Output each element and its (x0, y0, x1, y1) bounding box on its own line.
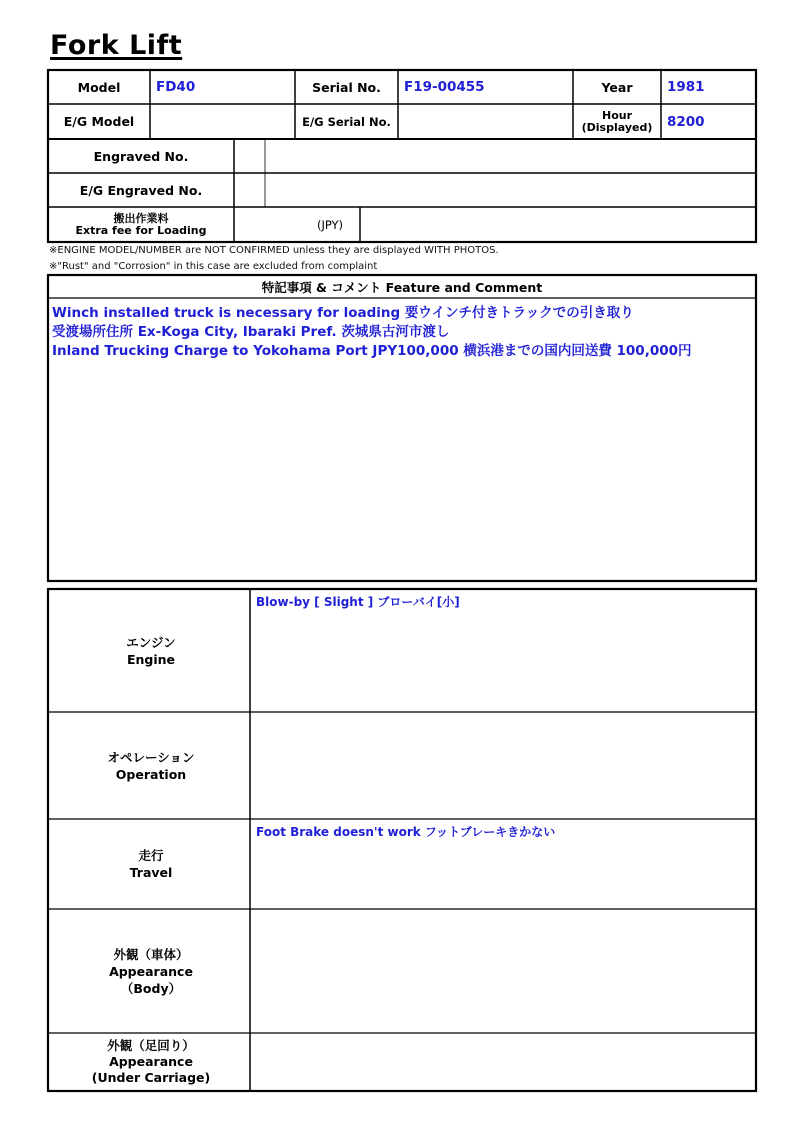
extra-fee-unit: (JPY) (316, 217, 344, 232)
section-operation-jp: オペレーション (107, 749, 195, 765)
note-engine-confirmation: ※ENGINE MODEL/NUMBER are NOT CONFIRMED unless they are displayed WITH PHOTOS. (49, 245, 499, 256)
section-appearance-body-jp: 外観（車体） (113, 946, 189, 962)
section-travel-en: Travel (129, 865, 173, 880)
section-appearance-under-en: Appearance (109, 1054, 193, 1069)
serial-value: F19-00455 (404, 79, 485, 95)
section-appearance-under-label (52, 1033, 250, 1091)
section-operation-label (52, 712, 250, 819)
section-engine-value: Blow-by [ Slight ] ブローバイ[小] (256, 595, 460, 609)
note-rust-corrosion: ※"Rust" and "Corrosion" in this case are excluded from complaint (49, 261, 378, 272)
model-value: FD40 (156, 79, 196, 95)
comment-line: Inland Trucking Charge to Yokohama Port JPY100,000 横浜港までの国内回送費 100,000円 (52, 343, 692, 359)
model-label: Model (77, 79, 121, 95)
section-appearance-under-en2: (Under Carriage) (91, 1070, 211, 1085)
hour-value: 8200 (667, 113, 705, 130)
section-operation-en: Operation (115, 766, 187, 782)
section-engine-label (52, 589, 250, 712)
page-title: Fork Lift (50, 30, 183, 61)
year-value: 1981 (667, 79, 705, 95)
section-engine-en: Engine (126, 651, 176, 667)
section-travel-label (52, 819, 250, 909)
extra-fee-label-en: Extra fee for Loading (75, 223, 207, 237)
section-appearance-under-jp: 外観（足回り） (107, 1038, 195, 1053)
year-label: Year (601, 79, 633, 95)
comment-line: 受渡場所住所 Ex-Koga City, Ibaraki Pref. 茨城県古河市渡し (52, 324, 450, 340)
extra-fee-label-jp: 搬出作業料 (113, 211, 169, 225)
serial-label: Serial No. (312, 79, 381, 95)
section-appearance-body-label (52, 909, 250, 1033)
comment-line: Winch installed truck is necessary for loading 要ウインチ付きトラックでの引き取り (52, 305, 634, 321)
hour-label-line1: Hour (601, 108, 633, 122)
eg-model-value (150, 104, 295, 139)
hour-label (573, 104, 661, 139)
section-appearance-body-en2: （Body） (120, 980, 182, 996)
eg-serial-value (398, 104, 573, 139)
eg-serial-label: E/G Serial No. (302, 114, 391, 129)
hour-label-line2: (Displayed) (581, 120, 653, 134)
engraved-label: Engraved No. (93, 148, 189, 164)
eg-model-label: E/G Model (63, 114, 135, 129)
section-travel-jp: 走行 (138, 848, 164, 863)
comment-header: 特記事項 & コメント Feature and Comment (261, 279, 543, 295)
extra-fee-label (48, 207, 234, 242)
section-appearance-body-en: Appearance (109, 963, 193, 979)
eg-engraved-label: E/G Engraved No. (79, 182, 203, 198)
section-engine-jp: エンジン (126, 634, 176, 650)
section-travel-value: Foot Brake doesn't work フットブレーキきかない (256, 825, 556, 839)
